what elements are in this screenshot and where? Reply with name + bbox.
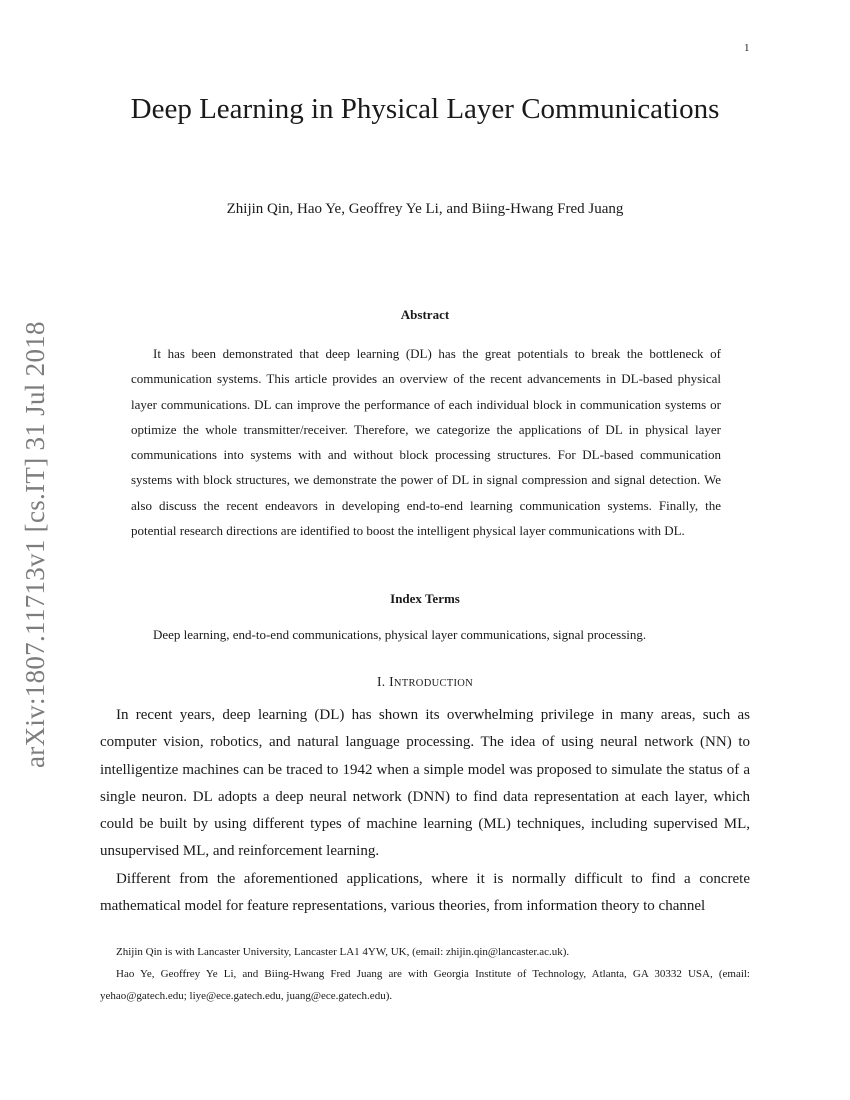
footnote-affiliation-2: Hao Ye, Geoffrey Ye Li, and Biing-Hwang Fred Juang are with Georgia Institute of Technology, Atlanta, GA 30332 USA, (email: yehao@gatech.edu; liye@ece.gatech.edu, juang@ece.gatech.edu).: [100, 968, 750, 1002]
section-heading-introduction: [100, 674, 750, 690]
index-terms-text: Deep learning, end-to-end communications, physical layer communications, signal processing.: [153, 627, 647, 642]
footnotes: [100, 941, 750, 1007]
page-number: 1: [744, 42, 750, 54]
arxiv-identifier-stamp: arXiv:1807.11713v1 [cs.IT] 31 Jul 2018: [20, 321, 50, 768]
abstract-heading: Abstract: [400, 307, 450, 322]
section-title-initial: I: [389, 674, 394, 689]
intro-paragraph-2: Different from the aforementioned applications, where it is normally difficult to find a concrete mathematical model for feature representations, various theories, from information theory to channel: [100, 870, 750, 915]
author-list: Zhijin Qin, Hao Ye, Geoffrey Ye Li, and Biing-Hwang Fred Juang: [226, 201, 624, 217]
introduction-body: [100, 702, 750, 920]
abstract-text: It has been demonstrated that deep learning (DL) has the great potentials to break the bottleneck of communication systems. This article provides an overview of the recent advancements in DL-based physical layer communications. DL can improve the performance of each individual block in communication systems or optimize the whole transmitter/receiver. Therefore, we categorize the applications of DL in physical layer communications into systems with and without block processing structures. For DL-based communication systems with block structures, we demonstrate the power of DL in signal compression and signal detection. We also discuss the recent endeavors in developing end-to-end learning communication systems. Finally, the potential research directions are identified to boost the intelligent physical layer communications with DL.: [131, 346, 721, 539]
intro-paragraph-1: In recent years, deep learning (DL) has shown its overwhelming privilege in many areas, such as computer vision, robotics, and natural language processing. The idea of using neural network (NN) to intelligentize machines can be traced to 1942 when a simple model was proposed to simulate the status of a single neuron. DL adopts a deep neural network (DNN) to find data representation at each layer, which could be built by using different types of machine learning (ML) techniques, including supervised ML, unsupervised ML, and reinforcement learning.: [100, 707, 750, 860]
index-terms-heading: Index Terms: [390, 591, 460, 606]
footnote-affiliation-1: Zhijin Qin is with Lancaster University, Lancaster LA1 4YW, UK, (email: zhijin.qin@lancaster.ac.uk).: [116, 946, 570, 958]
section-numeral: I.: [376, 674, 386, 689]
section-title-smallcaps: NTRODUCTION: [393, 678, 474, 689]
paper-title: Deep Learning in Physical Layer Communications: [130, 93, 720, 125]
